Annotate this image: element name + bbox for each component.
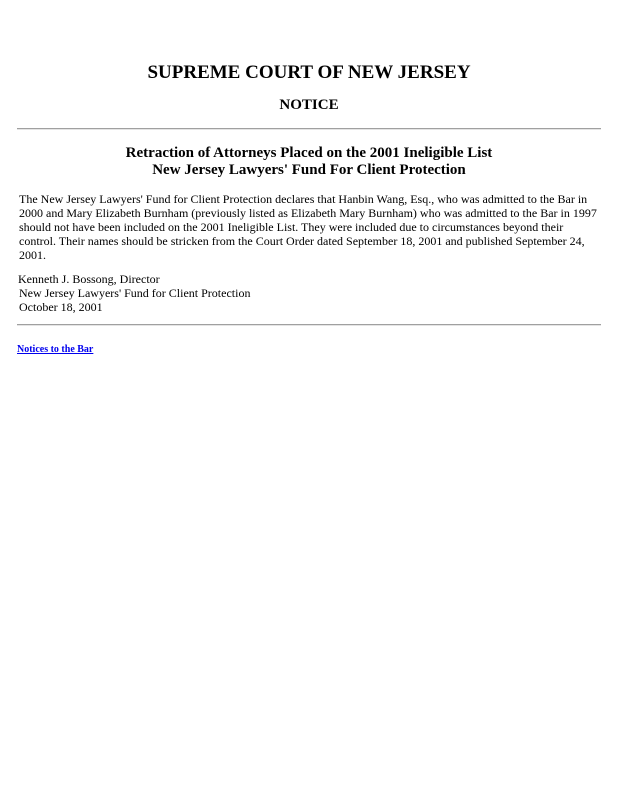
- notice-heading-line-2: New Jersey Lawyers' Fund For Client Protection: [152, 162, 466, 178]
- signature-block: [18, 272, 598, 314]
- signature-name: Kenneth J. Bossong, Director: [18, 272, 160, 286]
- court-title: SUPREME COURT OF NEW JERSEY: [147, 62, 471, 83]
- notice-body: The New Jersey Lawyers' Fund for Client Protection declares that Hanbin Wang, Esq., who was admitted to the Bar in 2000 and Mary Elizabeth Burnham (previously listed as Elizabeth Mary Burnham) who was admitted to the Bar in 1997 should not have been included on the 2001 Ineligible List. They were included due to circumstances beyond their control. Their names should be stricken from the Court Order dated September 18, 2001 and published September 24, 2001.: [19, 192, 597, 262]
- notice-label: NOTICE: [279, 97, 339, 113]
- top-divider: [17, 128, 601, 130]
- signature-organization: New Jersey Lawyers' Fund for Client Protection: [19, 286, 251, 300]
- bottom-divider: [17, 324, 601, 326]
- notices-to-the-bar-link[interactable]: Notices to the Bar: [17, 344, 94, 355]
- signature-date: October 18, 2001: [19, 300, 103, 314]
- notice-heading: [0, 145, 618, 179]
- notice-heading-line-1: Retraction of Attorneys Placed on the 2001 Ineligible List: [125, 145, 493, 161]
